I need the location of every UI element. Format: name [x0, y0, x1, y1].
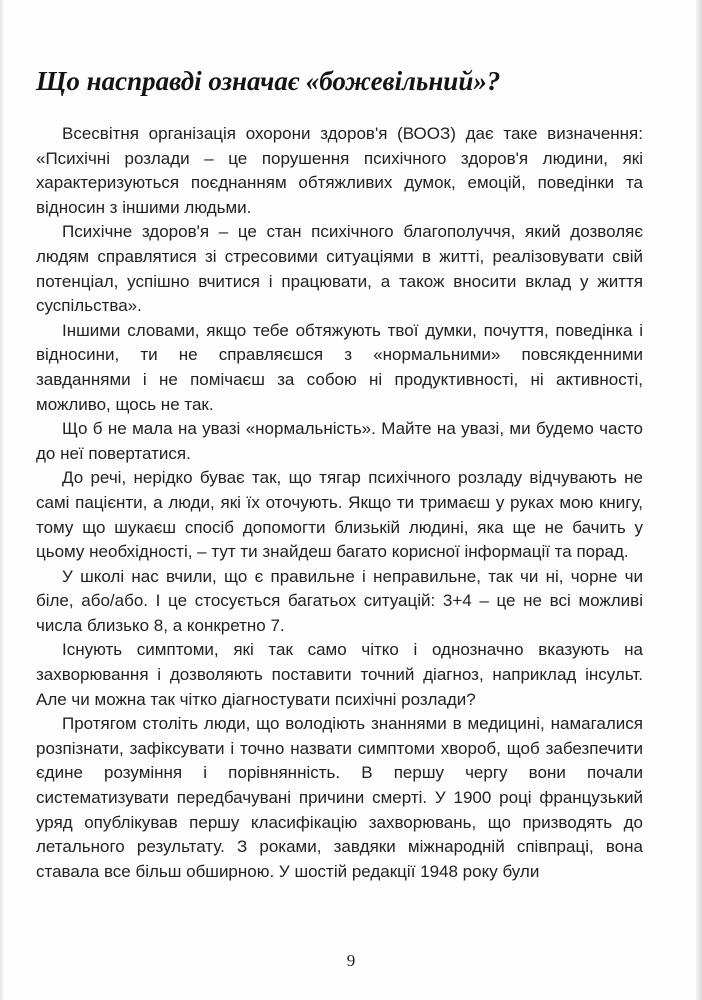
page-number: 9	[346, 951, 356, 970]
paragraph: У школі нас вчили, що є правильне і неправильне, так чи ні, чорне чи біле, або/або. І це стосується багатьох ситуацій: 3+4 – це не всі можливі числа близько 8, а конкретно 7.	[36, 566, 643, 635]
paragraph: Іншими словами, якщо тебе обтяжують твої думки, почуття, поведінка і відносини, ти не справляєшся з «нормальними» повсякденними завданнями і не помічаєш за собою ні продуктивності, ні активності, можливо, щось не так.	[36, 320, 643, 414]
body-text	[36, 122, 643, 884]
paragraph: Існують симптоми, які так само чітко і однозначно вказують на захворювання і дозволяють поставити точний діагноз, наприклад інсульт. Але чи можна так чітко діагностувати психічні розлади?	[36, 640, 643, 709]
paragraph: Протягом століть люди, що володіють знаннями в медицині, намагалися розпізнати, зафіксувати і точно назвати симптоми хвороб, щоб забезпечити єдине розуміння і порівнянність. В першу чергу вони почали систематизувати передбачувані причини смерті. У 1900 році французький уряд опублікував першу класифікацію захворювань, що призводять до летального результату. З роками, завдяки міжнародній співпраці, вона ставала все більш обширною. У шостій редакції 1948 року були	[36, 714, 643, 881]
chapter-title: Що насправді означає «божевільний»?	[36, 66, 501, 96]
paragraph: Всесвітня організація охорони здоров'я (ВООЗ) дає таке визначення: «Психічні розлади – це порушення психічного здоров'я людини, які характеризуються поєднанням обтяжливих думок, емоцій, поведінки та відносин з іншими людьми.	[36, 124, 643, 217]
page-right-edge	[696, 0, 702, 1000]
page-left-edge	[0, 0, 4, 1000]
paragraph: Що б не мала на увазі «нормальність». Майте на увазі, ми будемо часто до неї повертатися.	[36, 419, 643, 463]
paragraph: Психічне здоров'я – це стан психічного благополуччя, який дозволяє людям справлятися зі стресовими ситуаціями в житті, реалізовувати свій потенціал, успішно вчитися і працювати, а також вносити вклад у життя суспільства».	[36, 222, 643, 316]
paragraph: До речі, нерідко буває так, що тягар психічного розладу відчувають не самі пацієнти, а люди, які їх оточують. Якщо ти тримаєш у руках мою книгу, тому що шукаєш спосіб допомогти близькій людині, яка ще не бачить у цьому необхідності, – тут ти знайдеш багато корисної інформації та порад.	[36, 468, 643, 562]
